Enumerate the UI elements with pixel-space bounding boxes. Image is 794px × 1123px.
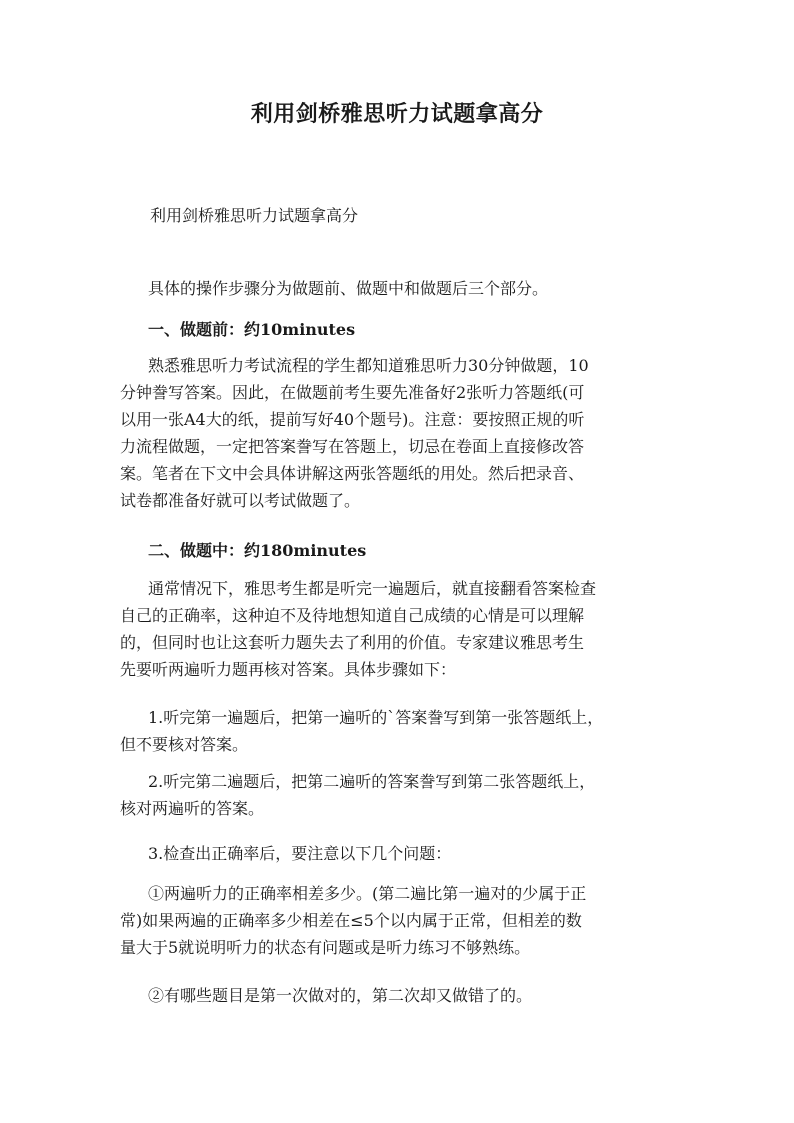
- document-title: 利用剑桥雅思听力试题拿高分: [250, 101, 544, 127]
- paragraph-line: 以用一张A4大的纸，提前写好40个题号)。注意：要按照正规的听: [120, 410, 585, 429]
- section1-paragraph: [120, 352, 688, 514]
- paragraph-line: 常)如果两遍的正确率多少相差在≤5个以内属于正常，但相差的数: [120, 911, 582, 930]
- intro-paragraph: [120, 275, 688, 302]
- paragraph-line: 力流程做题，一定把答案誊写在答题上，切忌在卷面上直接修改答: [120, 437, 585, 456]
- paragraph-line: 核对两遍听的答案。: [120, 799, 265, 818]
- section2-heading: 二、做题中：约180minutes: [148, 541, 367, 560]
- paragraph-line: 的，但同时也让这套听力题失去了利用的价值。专家建议雅思考生: [120, 633, 585, 652]
- paragraph-line: 熟悉雅思听力考试流程的学生都知道雅思听力30分钟做题，10: [148, 356, 589, 375]
- paragraph-line: ②有哪些题目是第一次做对的，第二次却又做错了的。: [148, 986, 533, 1005]
- paragraph-line: 案。笔者在下文中会具体讲解这两张答题纸的用处。然后把录音、: [120, 464, 585, 483]
- intro-text: 具体的操作步骤分为做题前、做题中和做题后三个部分。: [148, 279, 549, 298]
- point2-paragraph: [120, 982, 688, 1009]
- step2-paragraph: [120, 768, 688, 822]
- section1-heading: 一、做题前：约10minutes: [148, 320, 356, 339]
- step1-paragraph: [120, 704, 688, 758]
- paragraph-line: 1.听完第一遍题后，把第一遍听的`答案誊写到第一张答题纸上，: [148, 708, 604, 727]
- paragraph-line: 通常情况下，雅思考生都是听完一遍题后，就直接翻看答案检查: [148, 579, 597, 598]
- paragraph-line: 自己的正确率，这种迫不及待地想知道自己成绩的心情是可以理解: [120, 606, 585, 625]
- paragraph-line: 2.听完第二遍题后，把第二遍听的答案誊写到第二张答题纸上，: [148, 772, 596, 791]
- section2-paragraph: [120, 575, 688, 683]
- paragraph-line: 试卷都准备好就可以考试做题了。: [120, 491, 361, 510]
- document-subtitle: 利用剑桥雅思听力试题拿高分: [150, 206, 359, 225]
- paragraph-line: 3.检查出正确率后，要注意以下几个问题：: [148, 844, 452, 863]
- paragraph-line: 先要听两遍听力题再核对答案。具体步骤如下：: [120, 660, 457, 679]
- section2-heading-block: [120, 537, 688, 564]
- paragraph-line: 量大于5就说明听力的状态有问题或是听力练习不够熟练。: [120, 938, 531, 957]
- step3-paragraph: [120, 840, 688, 867]
- point1-paragraph: [120, 880, 688, 961]
- paragraph-line: ①两遍听力的正确率相差多少。(第二遍比第一遍对的少属于正: [148, 884, 587, 903]
- paragraph-line: 但不要核对答案。: [120, 735, 249, 754]
- section1-heading-block: [120, 316, 688, 343]
- paragraph-line: 分钟誊写答案。因此，在做题前考生要先准备好2张听力答题纸(可: [120, 383, 585, 402]
